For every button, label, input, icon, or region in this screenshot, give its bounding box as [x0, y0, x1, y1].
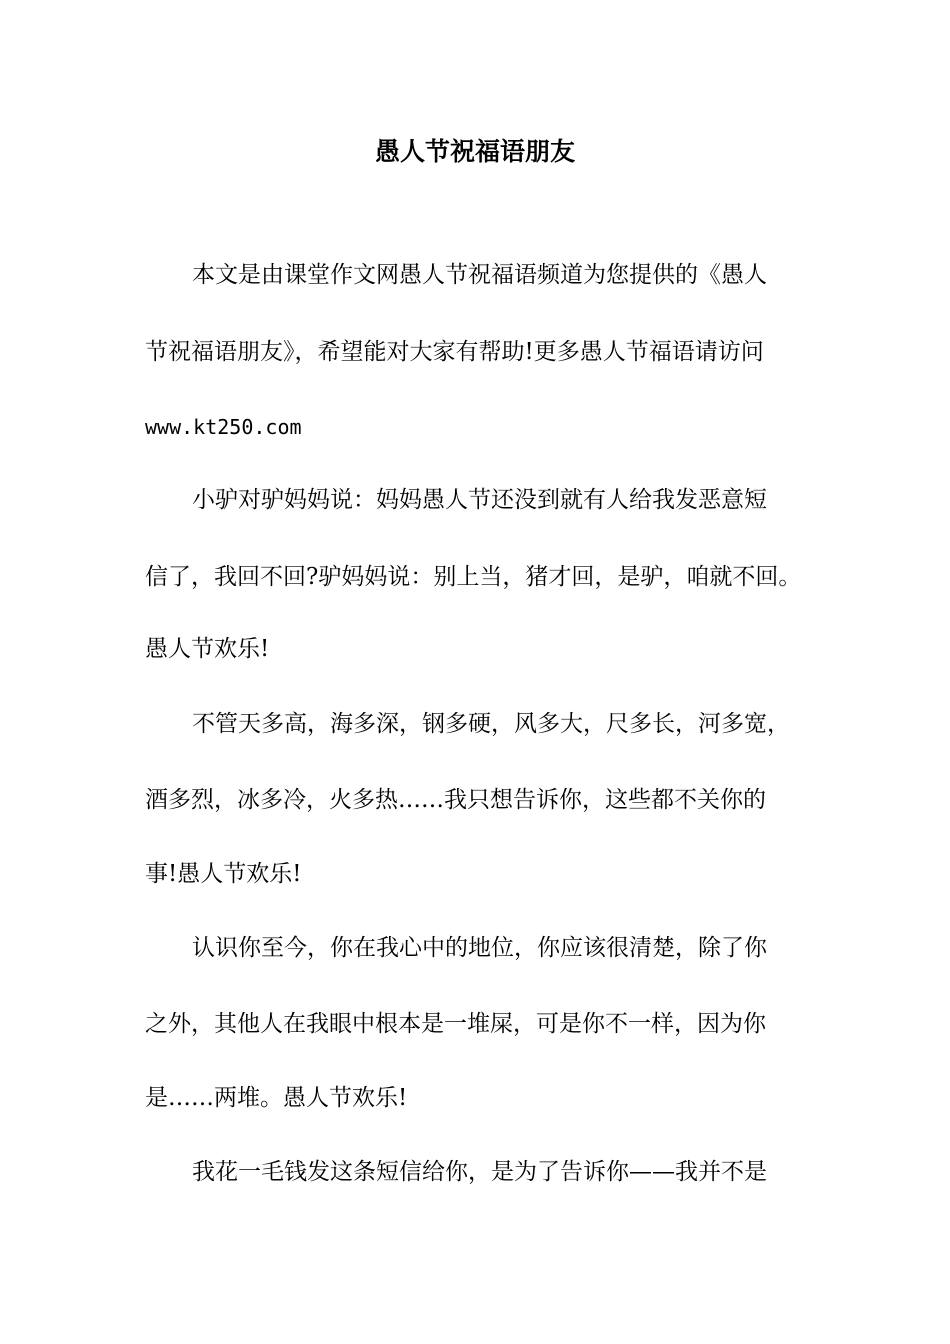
paragraph-line: 是……两堆。愚人节欢乐!: [145, 1085, 408, 1111]
paragraph-line: 我花一毛钱发这条短信给你，是为了告诉你——我并不是: [192, 1159, 767, 1185]
paragraph-line: 不管天多高，海多深，钢多硬，风多大，尺多长，河多宽，: [192, 711, 790, 737]
paragraph-line: 事!愚人节欢乐!: [145, 861, 302, 887]
paragraph-line: 本文是由课堂作文网愚人节祝福语频道为您提供的《愚人: [192, 262, 767, 288]
paragraph-line: 酒多烈，冰多冷，火多热……我只想告诉你，这些都不关你的: [145, 787, 766, 813]
document-title: 愚人节祝福语朋友: [374, 137, 575, 166]
paragraph-line: 之外，其他人在我眼中根本是一堆屎，可是你不一样，因为你: [145, 1011, 766, 1037]
paragraph-line: 信了，我回不回?驴妈妈说：别上当，猪才回，是驴，咱就不回。: [145, 564, 802, 590]
website-link-text: www.kt250.com: [145, 415, 302, 439]
paragraph-line: 节祝福语朋友》，希望能对大家有帮助!更多愚人节福语请访问: [145, 339, 764, 365]
paragraph-line: 愚人节欢乐!: [145, 636, 270, 662]
paragraph-line: 认识你至今，你在我心中的地位，你应该很清楚，除了你: [192, 935, 767, 961]
paragraph-line: 小驴对驴妈妈说：妈妈愚人节还没到就有人给我发恶意短: [192, 487, 767, 513]
